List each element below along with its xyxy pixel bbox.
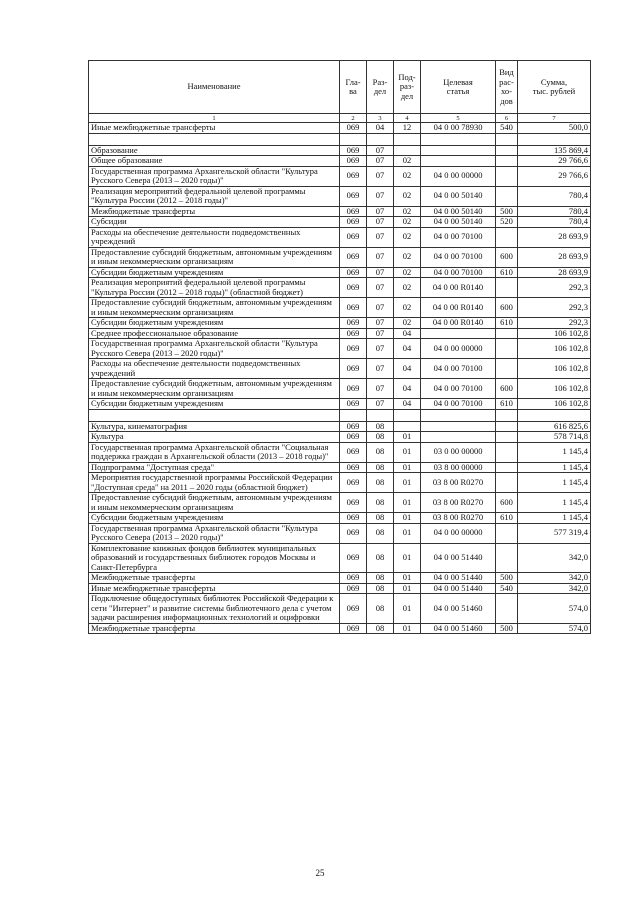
cell-subsection: [394, 421, 421, 432]
cell-chapter: 069: [340, 442, 367, 462]
cell-sum: 342,0: [518, 543, 591, 573]
cell-chapter: 069: [340, 359, 367, 379]
cell-subsection: 02: [394, 166, 421, 186]
column-number: 7: [518, 114, 591, 123]
empty-cell: [421, 409, 496, 421]
cell-subsection: [394, 145, 421, 156]
cell-subsection: 04: [394, 359, 421, 379]
empty-cell: [496, 133, 518, 145]
cell-target: [421, 328, 496, 339]
table-row: [89, 206, 591, 217]
cell-name: Государственная программа Архангельской области "Культура Русского Севера (2013 – 2020 годы)": [89, 339, 340, 359]
cell-section: 07: [367, 186, 394, 206]
cell-chapter: 069: [340, 462, 367, 473]
cell-expense-type: [496, 594, 518, 624]
cell-name: Реализация мероприятий федеральной целевой программы "Культура России (2012 – 2018 годы)": [89, 186, 340, 206]
table-row: [89, 543, 591, 573]
cell-target: 04 0 00 00000: [421, 523, 496, 543]
table-row: [89, 421, 591, 432]
table-row: [89, 166, 591, 186]
header-sum: Сумма, тыс. рублей: [518, 61, 591, 114]
table-row: [89, 298, 591, 318]
cell-name: Предоставление субсидий бюджетным, автономным учреждениям и иным некоммерческим организациям: [89, 493, 340, 513]
cell-target: 04 0 00 70100: [421, 227, 496, 247]
header-chapter: Гла- ва: [340, 61, 367, 114]
cell-section: 07: [367, 156, 394, 167]
cell-target: 04 0 00 70100: [421, 359, 496, 379]
cell-name: Подпрограмма "Доступная среда": [89, 462, 340, 473]
cell-name: Государственная программа Архангельской области "Культура Русского Севера (2013 – 2020 годы)": [89, 523, 340, 543]
table-row: [89, 359, 591, 379]
cell-section: 07: [367, 206, 394, 217]
cell-chapter: 069: [340, 247, 367, 267]
table-row: [89, 462, 591, 473]
cell-chapter: 069: [340, 594, 367, 624]
cell-target: 04 0 00 51440: [421, 543, 496, 573]
cell-chapter: 069: [340, 573, 367, 584]
cell-sum: 578 714,8: [518, 432, 591, 443]
cell-sum: 577 319,4: [518, 523, 591, 543]
cell-subsection: 04: [394, 328, 421, 339]
cell-name: Субсидии бюджетным учреждениям: [89, 399, 340, 410]
cell-target: 04 0 00 78930: [421, 123, 496, 134]
empty-cell: [496, 409, 518, 421]
cell-name: Предоставление субсидий бюджетным, автономным учреждениям и иным некоммерческим организациям: [89, 379, 340, 399]
cell-target: 04 0 00 R0140: [421, 318, 496, 329]
cell-name: Предоставление субсидий бюджетным, автономным учреждениям и иным некоммерческим организациям: [89, 298, 340, 318]
cell-sum: 780,4: [518, 217, 591, 228]
cell-section: 07: [367, 145, 394, 156]
empty-cell: [340, 409, 367, 421]
cell-name: Межбюджетные трансферты: [89, 623, 340, 634]
cell-expense-type: 540: [496, 583, 518, 594]
cell-section: 08: [367, 583, 394, 594]
cell-target: [421, 145, 496, 156]
cell-target: 04 0 00 70100: [421, 399, 496, 410]
header-section: Раз- дел: [367, 61, 394, 114]
cell-name: Субсидии: [89, 217, 340, 228]
cell-chapter: 069: [340, 123, 367, 134]
cell-subsection: 02: [394, 267, 421, 278]
cell-subsection: 12: [394, 123, 421, 134]
cell-expense-type: 600: [496, 379, 518, 399]
cell-name: Культура: [89, 432, 340, 443]
cell-section: 08: [367, 432, 394, 443]
cell-sum: 342,0: [518, 573, 591, 584]
cell-expense-type: [496, 432, 518, 443]
cell-expense-type: 500: [496, 206, 518, 217]
table-body: [89, 123, 591, 634]
cell-sum: 1 145,4: [518, 493, 591, 513]
cell-section: 07: [367, 166, 394, 186]
cell-section: 08: [367, 493, 394, 513]
cell-sum: 780,4: [518, 186, 591, 206]
cell-expense-type: 500: [496, 623, 518, 634]
cell-expense-type: 600: [496, 298, 518, 318]
table-row: [89, 583, 591, 594]
cell-expense-type: 500: [496, 573, 518, 584]
header-subsection: Под- раз- дел: [394, 61, 421, 114]
cell-name: Образование: [89, 145, 340, 156]
cell-target: 04 0 00 51440: [421, 573, 496, 584]
cell-subsection: 01: [394, 543, 421, 573]
cell-expense-type: [496, 543, 518, 573]
table-row: [89, 432, 591, 443]
cell-sum: 292,3: [518, 298, 591, 318]
page-number: 25: [315, 868, 325, 878]
cell-target: 04 0 00 00000: [421, 339, 496, 359]
cell-name: Государственная программа Архангельской области "Социальная поддержка граждан в Архангельской области (2013 – 2018 годы)": [89, 442, 340, 462]
cell-chapter: 069: [340, 227, 367, 247]
cell-subsection: 01: [394, 573, 421, 584]
empty-cell: [367, 409, 394, 421]
table-row: [89, 145, 591, 156]
cell-chapter: 069: [340, 166, 367, 186]
cell-expense-type: [496, 339, 518, 359]
cell-chapter: 069: [340, 543, 367, 573]
cell-name: Иные межбюджетные трансферты: [89, 583, 340, 594]
column-number-row: [89, 114, 591, 123]
cell-expense-type: [496, 421, 518, 432]
cell-expense-type: 610: [496, 513, 518, 524]
table-row: [89, 186, 591, 206]
empty-cell: [89, 409, 340, 421]
cell-subsection: 02: [394, 186, 421, 206]
cell-section: 07: [367, 278, 394, 298]
cell-subsection: 02: [394, 217, 421, 228]
cell-target: 04 0 00 50140: [421, 206, 496, 217]
table-row: [89, 247, 591, 267]
cell-section: 07: [367, 217, 394, 228]
cell-chapter: 069: [340, 623, 367, 634]
cell-section: 08: [367, 523, 394, 543]
empty-cell: [340, 133, 367, 145]
cell-section: 08: [367, 543, 394, 573]
cell-subsection: 01: [394, 583, 421, 594]
cell-section: 07: [367, 298, 394, 318]
table-row: [89, 573, 591, 584]
cell-expense-type: 600: [496, 493, 518, 513]
cell-expense-type: [496, 145, 518, 156]
cell-chapter: 069: [340, 399, 367, 410]
cell-chapter: 069: [340, 217, 367, 228]
cell-subsection: 01: [394, 493, 421, 513]
table-row: [89, 156, 591, 167]
cell-target: 03 8 00 R0270: [421, 493, 496, 513]
cell-target: 03 8 00 R0270: [421, 473, 496, 493]
cell-expense-type: [496, 328, 518, 339]
cell-sum: 342,0: [518, 583, 591, 594]
cell-subsection: 01: [394, 462, 421, 473]
cell-target: 04 0 00 51460: [421, 623, 496, 634]
column-number: 5: [421, 114, 496, 123]
header-row: [89, 61, 591, 114]
cell-chapter: 069: [340, 267, 367, 278]
spacer-row: [89, 409, 591, 421]
cell-section: 08: [367, 421, 394, 432]
cell-name: Общее образование: [89, 156, 340, 167]
cell-chapter: 069: [340, 328, 367, 339]
cell-section: 07: [367, 267, 394, 278]
cell-chapter: 069: [340, 421, 367, 432]
table-row: [89, 328, 591, 339]
cell-chapter: 069: [340, 318, 367, 329]
column-number: 3: [367, 114, 394, 123]
cell-target: 04 0 00 70100: [421, 267, 496, 278]
empty-cell: [394, 409, 421, 421]
cell-sum: 292,3: [518, 278, 591, 298]
cell-expense-type: [496, 227, 518, 247]
cell-section: 08: [367, 573, 394, 584]
cell-target: 04 0 00 51440: [421, 583, 496, 594]
cell-section: 07: [367, 399, 394, 410]
cell-sum: 780,4: [518, 206, 591, 217]
cell-sum: 500,0: [518, 123, 591, 134]
cell-section: 07: [367, 339, 394, 359]
cell-sum: 28 693,9: [518, 247, 591, 267]
cell-section: 08: [367, 594, 394, 624]
cell-chapter: 069: [340, 379, 367, 399]
cell-name: Расходы на обеспечение деятельности подведомственных учреждений: [89, 227, 340, 247]
cell-chapter: 069: [340, 278, 367, 298]
cell-expense-type: 610: [496, 399, 518, 410]
cell-subsection: 01: [394, 442, 421, 462]
spacer-row: [89, 133, 591, 145]
cell-expense-type: 520: [496, 217, 518, 228]
cell-expense-type: [496, 186, 518, 206]
table-row: [89, 594, 591, 624]
cell-sum: 574,0: [518, 594, 591, 624]
cell-sum: 28 693,9: [518, 227, 591, 247]
cell-sum: 106 102,8: [518, 359, 591, 379]
table-row: [89, 523, 591, 543]
cell-expense-type: [496, 156, 518, 167]
cell-target: 04 0 00 00000: [421, 166, 496, 186]
cell-sum: 1 145,4: [518, 442, 591, 462]
cell-expense-type: [496, 523, 518, 543]
cell-target: 03 8 00 R0270: [421, 513, 496, 524]
cell-sum: 616 825,6: [518, 421, 591, 432]
cell-target: 04 0 00 70100: [421, 379, 496, 399]
cell-target: 04 0 00 50140: [421, 186, 496, 206]
cell-chapter: 069: [340, 186, 367, 206]
cell-target: 04 0 00 R0140: [421, 298, 496, 318]
cell-chapter: 069: [340, 298, 367, 318]
cell-subsection: 04: [394, 379, 421, 399]
cell-name: Межбюджетные трансферты: [89, 573, 340, 584]
cell-sum: 106 102,8: [518, 399, 591, 410]
cell-sum: 1 145,4: [518, 462, 591, 473]
cell-target: 03 0 00 00000: [421, 442, 496, 462]
cell-subsection: 02: [394, 247, 421, 267]
cell-expense-type: 540: [496, 123, 518, 134]
cell-subsection: 02: [394, 318, 421, 329]
empty-cell: [421, 133, 496, 145]
cell-sum: 1 145,4: [518, 473, 591, 493]
table-row: [89, 379, 591, 399]
budget-table: [88, 60, 591, 634]
cell-sum: 29 766,6: [518, 156, 591, 167]
cell-name: Государственная программа Архангельской области "Культура Русского Севера (2013 – 2020 годы)": [89, 166, 340, 186]
cell-subsection: 02: [394, 227, 421, 247]
cell-sum: 106 102,8: [518, 328, 591, 339]
header-name: Наименование: [89, 61, 340, 114]
table-row: [89, 267, 591, 278]
cell-chapter: 069: [340, 473, 367, 493]
cell-section: 08: [367, 513, 394, 524]
empty-cell: [518, 133, 591, 145]
cell-chapter: 069: [340, 339, 367, 359]
cell-sum: 574,0: [518, 623, 591, 634]
cell-target: 04 0 00 51460: [421, 594, 496, 624]
table-row: [89, 318, 591, 329]
cell-subsection: 02: [394, 156, 421, 167]
cell-section: 07: [367, 318, 394, 329]
cell-target: [421, 432, 496, 443]
cell-subsection: 01: [394, 594, 421, 624]
column-number: 1: [89, 114, 340, 123]
table-row: [89, 513, 591, 524]
cell-chapter: 069: [340, 523, 367, 543]
empty-cell: [518, 409, 591, 421]
empty-cell: [394, 133, 421, 145]
cell-name: Реализация мероприятий федеральной целевой программы "Культура России (2012 – 2018 годы)" (областной бюджет): [89, 278, 340, 298]
cell-expense-type: [496, 166, 518, 186]
empty-cell: [367, 133, 394, 145]
cell-sum: 106 102,8: [518, 379, 591, 399]
cell-subsection: 04: [394, 339, 421, 359]
cell-section: 07: [367, 247, 394, 267]
cell-sum: 106 102,8: [518, 339, 591, 359]
cell-name: Межбюджетные трансферты: [89, 206, 340, 217]
cell-target: 04 0 00 50140: [421, 217, 496, 228]
cell-target: [421, 421, 496, 432]
header-target: Целевая статья: [421, 61, 496, 114]
cell-expense-type: 610: [496, 267, 518, 278]
column-number: 2: [340, 114, 367, 123]
cell-expense-type: [496, 278, 518, 298]
cell-target: 03 8 00 00000: [421, 462, 496, 473]
table-row: [89, 339, 591, 359]
cell-section: 04: [367, 123, 394, 134]
cell-section: 07: [367, 379, 394, 399]
cell-expense-type: [496, 442, 518, 462]
cell-chapter: 069: [340, 432, 367, 443]
cell-subsection: 01: [394, 473, 421, 493]
cell-name: Иные межбюджетные трансферты: [89, 123, 340, 134]
cell-section: 08: [367, 442, 394, 462]
cell-name: Комплектование книжных фондов библиотек муниципальных образований и государственных библиотек городов Москвы и Санкт-Петербурга: [89, 543, 340, 573]
cell-subsection: 01: [394, 623, 421, 634]
cell-name: Подключение общедоступных библиотек Российской Федерации к сети "Интернет" и развитие системы библиотечного дела с учетом задачи расширения информационных технологий и оцифровки: [89, 594, 340, 624]
cell-expense-type: 600: [496, 247, 518, 267]
cell-name: Субсидии бюджетным учреждениям: [89, 267, 340, 278]
cell-chapter: 069: [340, 513, 367, 524]
cell-section: 07: [367, 328, 394, 339]
table-row: [89, 217, 591, 228]
cell-section: 07: [367, 227, 394, 247]
cell-section: 08: [367, 623, 394, 634]
table-row: [89, 493, 591, 513]
cell-sum: 1 145,4: [518, 513, 591, 524]
cell-subsection: 02: [394, 298, 421, 318]
cell-expense-type: [496, 462, 518, 473]
cell-subsection: 01: [394, 513, 421, 524]
cell-expense-type: [496, 473, 518, 493]
cell-subsection: 01: [394, 432, 421, 443]
cell-chapter: 069: [340, 206, 367, 217]
cell-target: 04 0 00 70100: [421, 247, 496, 267]
column-number: 4: [394, 114, 421, 123]
cell-sum: 28 693,9: [518, 267, 591, 278]
cell-chapter: 069: [340, 493, 367, 513]
cell-name: Предоставление субсидий бюджетным, автономным учреждениям и иным некоммерческим организациям: [89, 247, 340, 267]
cell-sum: 29 766,6: [518, 166, 591, 186]
cell-target: [421, 156, 496, 167]
cell-subsection: 04: [394, 399, 421, 410]
table-row: [89, 227, 591, 247]
cell-name: Среднее профессиональное образование: [89, 328, 340, 339]
empty-cell: [89, 133, 340, 145]
cell-target: 04 0 00 R0140: [421, 278, 496, 298]
cell-section: 08: [367, 462, 394, 473]
cell-subsection: 02: [394, 278, 421, 298]
cell-subsection: 01: [394, 523, 421, 543]
cell-section: 08: [367, 473, 394, 493]
cell-expense-type: 610: [496, 318, 518, 329]
cell-sum: 135 869,4: [518, 145, 591, 156]
table-row: [89, 623, 591, 634]
header-expense-type: Вид рас- хо- дов: [496, 61, 518, 114]
table-row: [89, 123, 591, 134]
cell-section: 07: [367, 359, 394, 379]
table-row: [89, 278, 591, 298]
cell-name: Субсидии бюджетным учреждениям: [89, 513, 340, 524]
cell-expense-type: [496, 359, 518, 379]
cell-chapter: 069: [340, 145, 367, 156]
table-row: [89, 473, 591, 493]
column-number: 6: [496, 114, 518, 123]
cell-name: Культура, кинематография: [89, 421, 340, 432]
table-row: [89, 442, 591, 462]
table-row: [89, 399, 591, 410]
cell-chapter: 069: [340, 583, 367, 594]
cell-chapter: 069: [340, 156, 367, 167]
cell-name: Мероприятия государственной программы Российской Федерации "Доступная среда" на 2011 – 2020 годы (областной бюджет): [89, 473, 340, 493]
cell-subsection: 02: [394, 206, 421, 217]
cell-name: Расходы на обеспечение деятельности подведомственных учреждений: [89, 359, 340, 379]
cell-name: Субсидии бюджетным учреждениям: [89, 318, 340, 329]
cell-sum: 292,3: [518, 318, 591, 329]
